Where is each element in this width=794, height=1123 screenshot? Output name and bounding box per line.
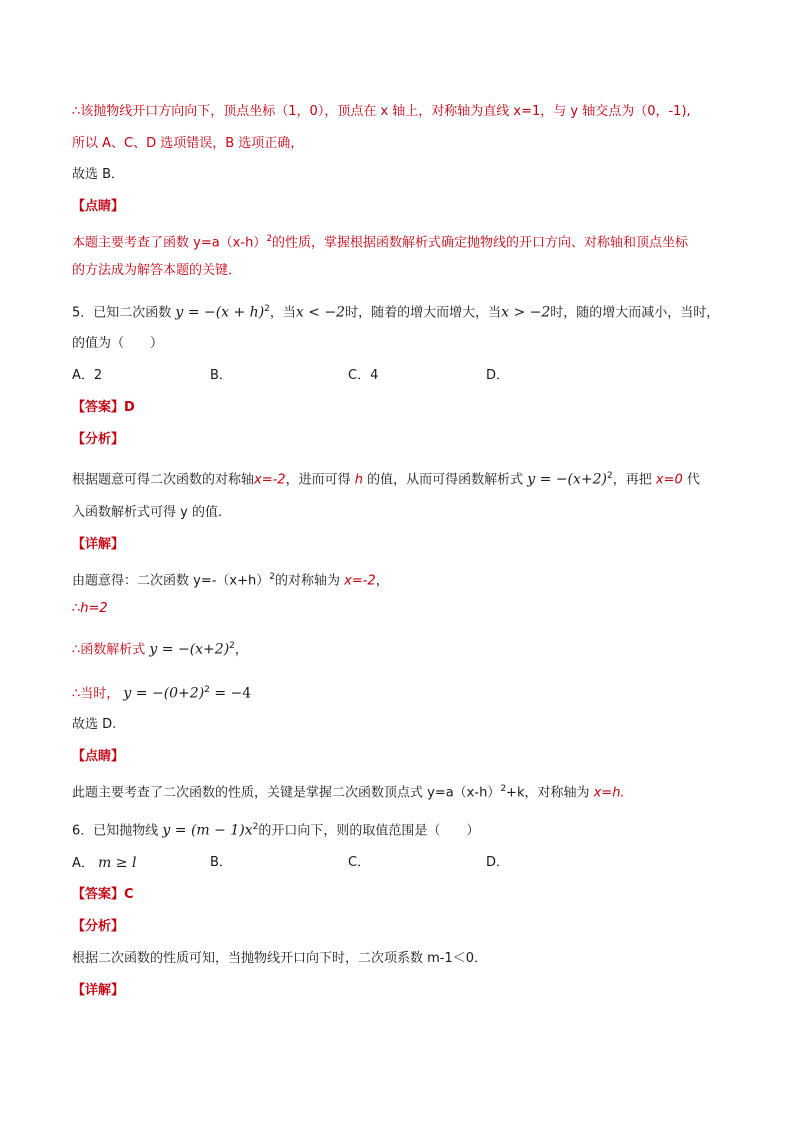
text: +k，对称轴为 bbox=[506, 785, 590, 801]
detail-5-choose: 故选 D. bbox=[72, 717, 117, 732]
dianjing-5-line bbox=[72, 779, 625, 803]
text: ， bbox=[375, 573, 389, 589]
superscript: 2 bbox=[252, 822, 259, 832]
dianjing-line-1 bbox=[72, 229, 688, 253]
section-heading-xiangjie-5: 【详解】 bbox=[72, 537, 125, 552]
superscript: 2 bbox=[266, 234, 273, 244]
question-6-option-d: D． bbox=[486, 855, 510, 870]
text: ，再把 bbox=[612, 472, 652, 488]
text: 6．已知抛物线 bbox=[72, 823, 159, 839]
formula: y = (m − 1)x bbox=[162, 822, 253, 839]
superscript: 2 bbox=[500, 784, 507, 794]
text: A． bbox=[72, 856, 94, 871]
answer-5: 【答案】D bbox=[72, 400, 135, 415]
question-5-stem bbox=[72, 299, 719, 323]
question-5-option-d: D． bbox=[486, 368, 510, 383]
text: 时，随着的增大而增大，当 bbox=[345, 305, 502, 321]
question-6-option-a bbox=[72, 853, 136, 874]
formula: x=-2 bbox=[254, 472, 286, 488]
text: ∴当时， bbox=[72, 686, 120, 702]
formula: y = −(x + h) bbox=[175, 304, 265, 321]
text: 时，随的增大而减小，当时， bbox=[550, 305, 720, 321]
formula: y = −(x+2) bbox=[149, 641, 230, 658]
text: ， bbox=[234, 642, 248, 658]
detail-5-line-1 bbox=[72, 567, 389, 591]
text: ∴函数解析式 bbox=[72, 642, 146, 658]
solution-line-choose: 故选 B． bbox=[72, 167, 125, 182]
question-6-option-b: B． bbox=[210, 855, 232, 870]
formula: = −4 bbox=[209, 685, 252, 702]
formula: y = −(x+2) bbox=[527, 471, 608, 488]
text: 代 bbox=[686, 472, 700, 488]
text: 根据题意可得二次函数的对称轴 bbox=[72, 472, 255, 488]
dianjing-line-2: 的方法成为解答本题的关键． bbox=[72, 263, 242, 278]
superscript: 2 bbox=[264, 304, 270, 314]
question-5-option-a: A．2 bbox=[72, 368, 103, 383]
question-5-option-b: B． bbox=[210, 368, 232, 383]
formula: x=h. bbox=[593, 785, 625, 801]
formula: x=-2 bbox=[344, 573, 376, 589]
section-heading-fenxi-5: 【分析】 bbox=[72, 432, 125, 447]
detail-5-h-value: ∴h=2 bbox=[72, 601, 108, 616]
detail-5-function bbox=[72, 636, 248, 660]
superscript: 2 bbox=[204, 685, 210, 695]
superscript: 2 bbox=[269, 572, 275, 582]
text: 的对称轴为 bbox=[274, 573, 340, 589]
superscript: 2 bbox=[607, 471, 613, 481]
text: ，当 bbox=[269, 305, 296, 321]
formula: y = −(0+2) bbox=[123, 685, 205, 702]
analysis-5-line-2: 入函数解析式可得 y 的值． bbox=[72, 505, 231, 520]
section-heading-fenxi-6: 【分析】 bbox=[72, 919, 125, 934]
solution-line-options: 所以 A、C、D 选项错误，B 选项正确， bbox=[72, 136, 304, 151]
text: 5．已知二次函数 bbox=[72, 305, 172, 321]
section-heading-dianjing-5: 【点睛】 bbox=[72, 749, 125, 764]
formula: h bbox=[354, 472, 363, 488]
question-5-option-c: C．4 bbox=[348, 368, 379, 383]
text: 由题意得：二次函数 y=-（x+h） bbox=[72, 573, 270, 589]
text: 的开口向下，则的取值范围是（ ） bbox=[258, 823, 480, 839]
analysis-6-line: 根据二次函数的性质可知，当抛物线开口向下时，二次项系数 m-1＜0． bbox=[72, 951, 488, 966]
section-heading-xiangjie-6: 【详解】 bbox=[72, 983, 125, 998]
text: 的性质，掌握根据函数解析式确定抛物线的开口方向、对称轴和顶点坐标 bbox=[272, 235, 689, 251]
section-heading-dianjing: 【点睛】 bbox=[72, 199, 125, 214]
question-6-stem bbox=[72, 817, 479, 841]
answer-6: 【答案】C bbox=[72, 887, 134, 902]
formula: x=0 bbox=[655, 472, 683, 488]
question-5-stem-2: 的值为（ ） bbox=[72, 336, 164, 351]
text: ，进而可得 bbox=[285, 472, 351, 488]
question-6-option-c: C． bbox=[348, 855, 371, 870]
text: 的值，从而可得函数解析式 bbox=[367, 472, 524, 488]
formula: x < −2 bbox=[295, 304, 346, 321]
analysis-5-line-1 bbox=[72, 466, 700, 490]
text: 本题主要考查了函数 y=a（x-h） bbox=[72, 235, 267, 251]
solution-line-vertex: ∴该抛物线开口方向向下，顶点坐标（1，0），顶点在 x 轴上，对称轴为直线 x=1，与 y 轴交点为（0，-1), bbox=[72, 104, 691, 119]
detail-5-value bbox=[72, 680, 251, 704]
formula: m ≥ l bbox=[98, 855, 137, 871]
text: 此题主要考查了二次函数的性质，关键是掌握二次函数顶点式 y=a（x-h） bbox=[72, 785, 501, 801]
superscript: 2 bbox=[229, 641, 235, 651]
formula: x > −2 bbox=[501, 304, 551, 321]
